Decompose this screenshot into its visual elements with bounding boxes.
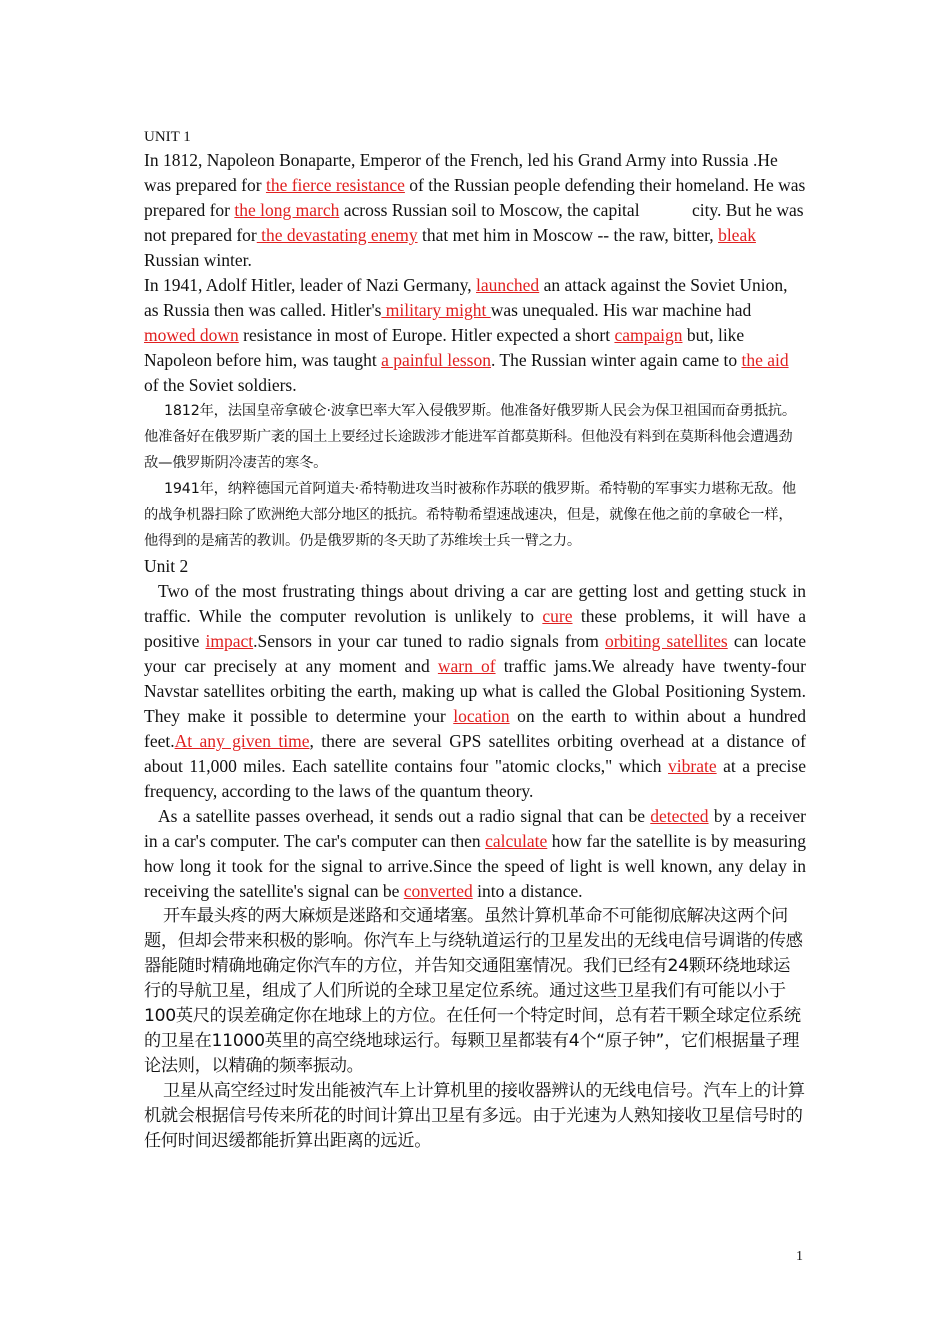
unit-2-translation-2: 卫星从高空经过时发出能被汽车上计算机里的接收器辨认的无线电信号。汽车上的计算机就会根据信号传来所花的时间计算出卫星有多远。由于光速为人熟知接收卫星信号时的任何时间迟缓都能折算出距离的远近。 <box>144 1081 805 1151</box>
unit-1-paragraph-2 <box>144 273 806 398</box>
highlighted-phrase: converted <box>403 881 473 901</box>
highlighted-phrase: launched <box>476 275 540 295</box>
highlighted-phrase: the long march <box>234 200 340 220</box>
text-run: Russian winter. <box>144 250 252 270</box>
highlighted-phrase: orbiting satellites <box>604 631 728 651</box>
highlighted-phrase: the fierce resistance <box>265 175 405 195</box>
highlighted-phrase: detected <box>650 806 709 826</box>
highlighted-phrase: cure <box>542 606 573 626</box>
highlighted-phrase: warn of <box>437 656 496 676</box>
unit-2-translation-1: 开车最头疼的两大麻烦是迷路和交通堵塞。虽然计算机革命不可能彻底解决这两个问题，但却会带来积极的影响。你汽车上与绕轨道运行的卫星发出的无线电信号调谐的传感器能随时精确地确定你汽车的方位，并告知交通阻塞情况。我们已经有24颗环绕地球运行的导航卫星，组成了人们所说的全球卫星定位系统。通过这些卫星我们有可能以小于100英尺的误差确定你在地球上的方位。在任何一个特定时间，总有若干颗全球定位系统的卫星在11000英里的高空绕地球运行。每颗卫星都装有4个“原子钟”，它们根据量子理论法则，以精确的频率振动。 <box>144 906 803 1076</box>
text-run: but, like Napoleon before him, was taught <box>144 325 745 370</box>
document-page <box>144 126 806 1154</box>
unit-1-paragraph-1 <box>144 148 806 273</box>
text-run: an attack against the Soviet Union, as Russia then was called. Hitler's <box>144 275 788 320</box>
text-run: across Russian soil to Moscow, the capital <box>339 200 640 220</box>
unit-1-translation-1: 1812年，法国皇帝拿破仑·波拿巴率大军入侵俄罗斯。他准备好俄罗斯人民会为保卫祖国而奋勇抵抗。他准备好在俄罗斯广袤的国土上要经过长途跋涉才能进军首都莫斯科。但他没有料到在莫斯科他会遭遇劲敌—俄罗斯阴冷凄苦的寒冬。 <box>144 403 796 471</box>
highlighted-phrase: the devastating enemy <box>256 225 418 245</box>
highlighted-phrase: the aid <box>741 350 789 370</box>
page-number: 1 <box>796 1249 803 1264</box>
text-run: these problems, it will have a positive <box>144 606 806 651</box>
text-run: , there are several GPS satellites orbiting overhead at a distance of about 11,000 miles. Each satellite contains four "atomic clocks," which <box>144 731 806 776</box>
text-run: on the earth to within about a hundred feet. <box>144 706 806 751</box>
unit-2-paragraph-2 <box>144 804 806 904</box>
text-run: can locate your car precisely at any moment and <box>144 631 806 676</box>
text-run: . The Russian winter again came to <box>491 350 742 370</box>
text-run: As a satellite passes overhead, it sends out a radio signal that can be <box>158 806 651 826</box>
highlighted-phrase: At any given time <box>174 731 310 751</box>
text-run: of the Soviet soldiers. <box>144 375 297 395</box>
highlighted-phrase: a painful lesson <box>381 350 491 370</box>
highlighted-phrase: vibrate <box>668 756 717 776</box>
unit-2-heading: Unit 2 <box>144 556 189 576</box>
unit-2-paragraph-1 <box>144 579 806 804</box>
text-run: Two of the most frustrating things about driving a car are getting lost and getting stuck in traffic. While the computer revolution is unlikely to <box>144 581 806 626</box>
text-run: resistance in most of Europe. Hitler expected a short <box>238 325 615 345</box>
text-run: was unequaled. His war machine had <box>490 300 752 320</box>
text-run: traffic jams.We already have twenty-four Navstar satellites orbiting the earth, making up what is called the Global Positioning System. They make it possible to determine your <box>144 656 807 726</box>
highlighted-phrase: calculate <box>485 831 548 851</box>
highlighted-phrase: military might <box>381 300 491 320</box>
highlighted-phrase: bleak <box>718 225 756 245</box>
text-run: city. But he was not prepared for <box>144 200 804 245</box>
text-run: of the Russian people defending their homeland. He was prepared for <box>144 175 806 220</box>
highlighted-phrase: impact <box>205 631 254 651</box>
text-run: In 1812, Napoleon Bonaparte, Emperor of the French, led his Grand Army into Russia .He was prepared for <box>144 150 778 195</box>
text-run: at a precise frequency, according to the laws of the quantum theory. <box>144 756 806 801</box>
text-run: into a distance. <box>472 881 583 901</box>
text-run: by a receiver in a car's computer. The car's computer can then <box>144 806 806 851</box>
text-run: how far the satellite is by measuring how long it took for the signal to arrive.Since the speed of light is well known, any delay in receiving the satellite's signal can be <box>144 831 807 901</box>
highlighted-phrase: location <box>453 706 510 726</box>
text-run: In 1941, Adolf Hitler, leader of Nazi Germany, <box>144 275 477 295</box>
text-run: that met him in Moscow -- the raw, bitter, <box>417 225 719 245</box>
highlighted-phrase: campaign <box>614 325 683 345</box>
highlighted-phrase: mowed down <box>144 325 239 345</box>
unit-1-heading: UNIT 1 <box>144 129 191 145</box>
unit-1-translation-2: 1941年，纳粹德国元首阿道夫·希特勒进攻当时被称作苏联的俄罗斯。希特勒的军事实力堪称无敌。他的战争机器扫除了欧洲绝大部分地区的抵抗。希特勒希望速战速决，但是，就像在他之前的拿破仑一样，他得到的是痛苦的教训。仍是俄罗斯的冬天助了苏维埃士兵一臂之力。 <box>144 481 796 549</box>
text-run: .Sensors in your car tuned to radio signals from <box>253 631 605 651</box>
